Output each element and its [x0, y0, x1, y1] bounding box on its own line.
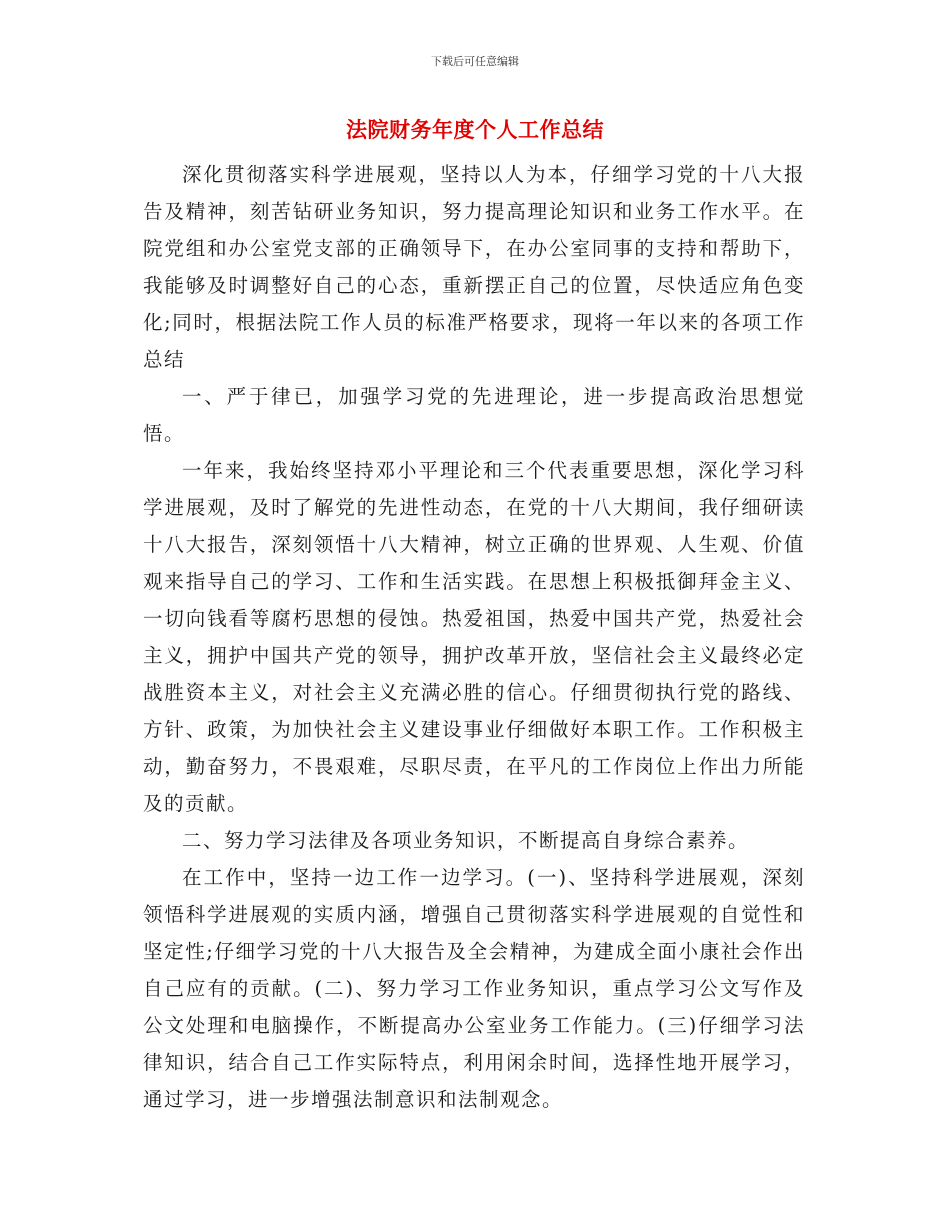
paragraph-section-2: 在工作中，坚持一边工作一边学习。(一)、坚持科学进展观，深刻领悟科学进展观的实质内涵，增强自己贯彻落实科学进展观的自觉性和坚定性;仔细学习党的十八大报告及全会精神，为建成全面小康社会作出自己应有的贡献。(二)、努力学习工作业务知识，重点学习公文写作及公文处理和电脑操作，不断提高办公室业务工作能力。(三)仔细学习法律知识，结合自己工作实际特点，利用闲余时间，选择性地开展学习，通过学习，进一步增强法制意识和法制观念。 — [143, 866, 805, 1111]
paragraph-intro: 深化贯彻落实科学进展观，坚持以人为本，仔细学习党的十八大报告及精神，刻苦钻研业务知识，努力提高理论知识和业务工作水平。在院党组和办公室党支部的正确领导下，在办公室同事的支持和帮助下，我能够及时调整好自己的心态，重新摆正自己的位置，尽快适应角色变化;同时，根据法院工作人员的标准严格要求，现将一年以来的各项工作总结 — [143, 163, 805, 371]
document-body — [143, 156, 805, 1118]
paragraph-section-1: 一年来，我始终坚持邓小平理论和三个代表重要思想，深化学习科学进展观，及时了解党的先进性动态，在党的十八大期间，我仔细研读十八大报告，深刻领悟十八大精神，树立正确的世界观、人生观、价值观来指导自己的学习、工作和生活实践。在思想上积极抵御拜金主义、一切向钱看等腐朽思想的侵蚀。热爱祖国，热爱中国共产党，热爱社会主义，拥护中国共产党的领导，拥护改革开放，坚信社会主义最终必定战胜资本主义，对社会主义充满必胜的信心。仔细贯彻执行党的路线、方针、政策，为加快社会主义建设事业仔细做好本职工作。工作积极主动，勤奋努力，不畏艰难，尽职尽责，在平凡的工作岗位上作出力所能及的贡献。 — [143, 459, 805, 815]
section-heading-1: 一、严于律已，加强学习党的先进理论，进一步提高政治思想觉悟。 — [143, 385, 805, 445]
document-title: 法院财务年度个人工作总结 — [346, 118, 604, 142]
section-heading-2: 二、努力学习法律及各项业务知识，不断提高自身综合素养。 — [182, 829, 750, 852]
page-header-note: 下载后可任意编辑 — [431, 55, 519, 68]
